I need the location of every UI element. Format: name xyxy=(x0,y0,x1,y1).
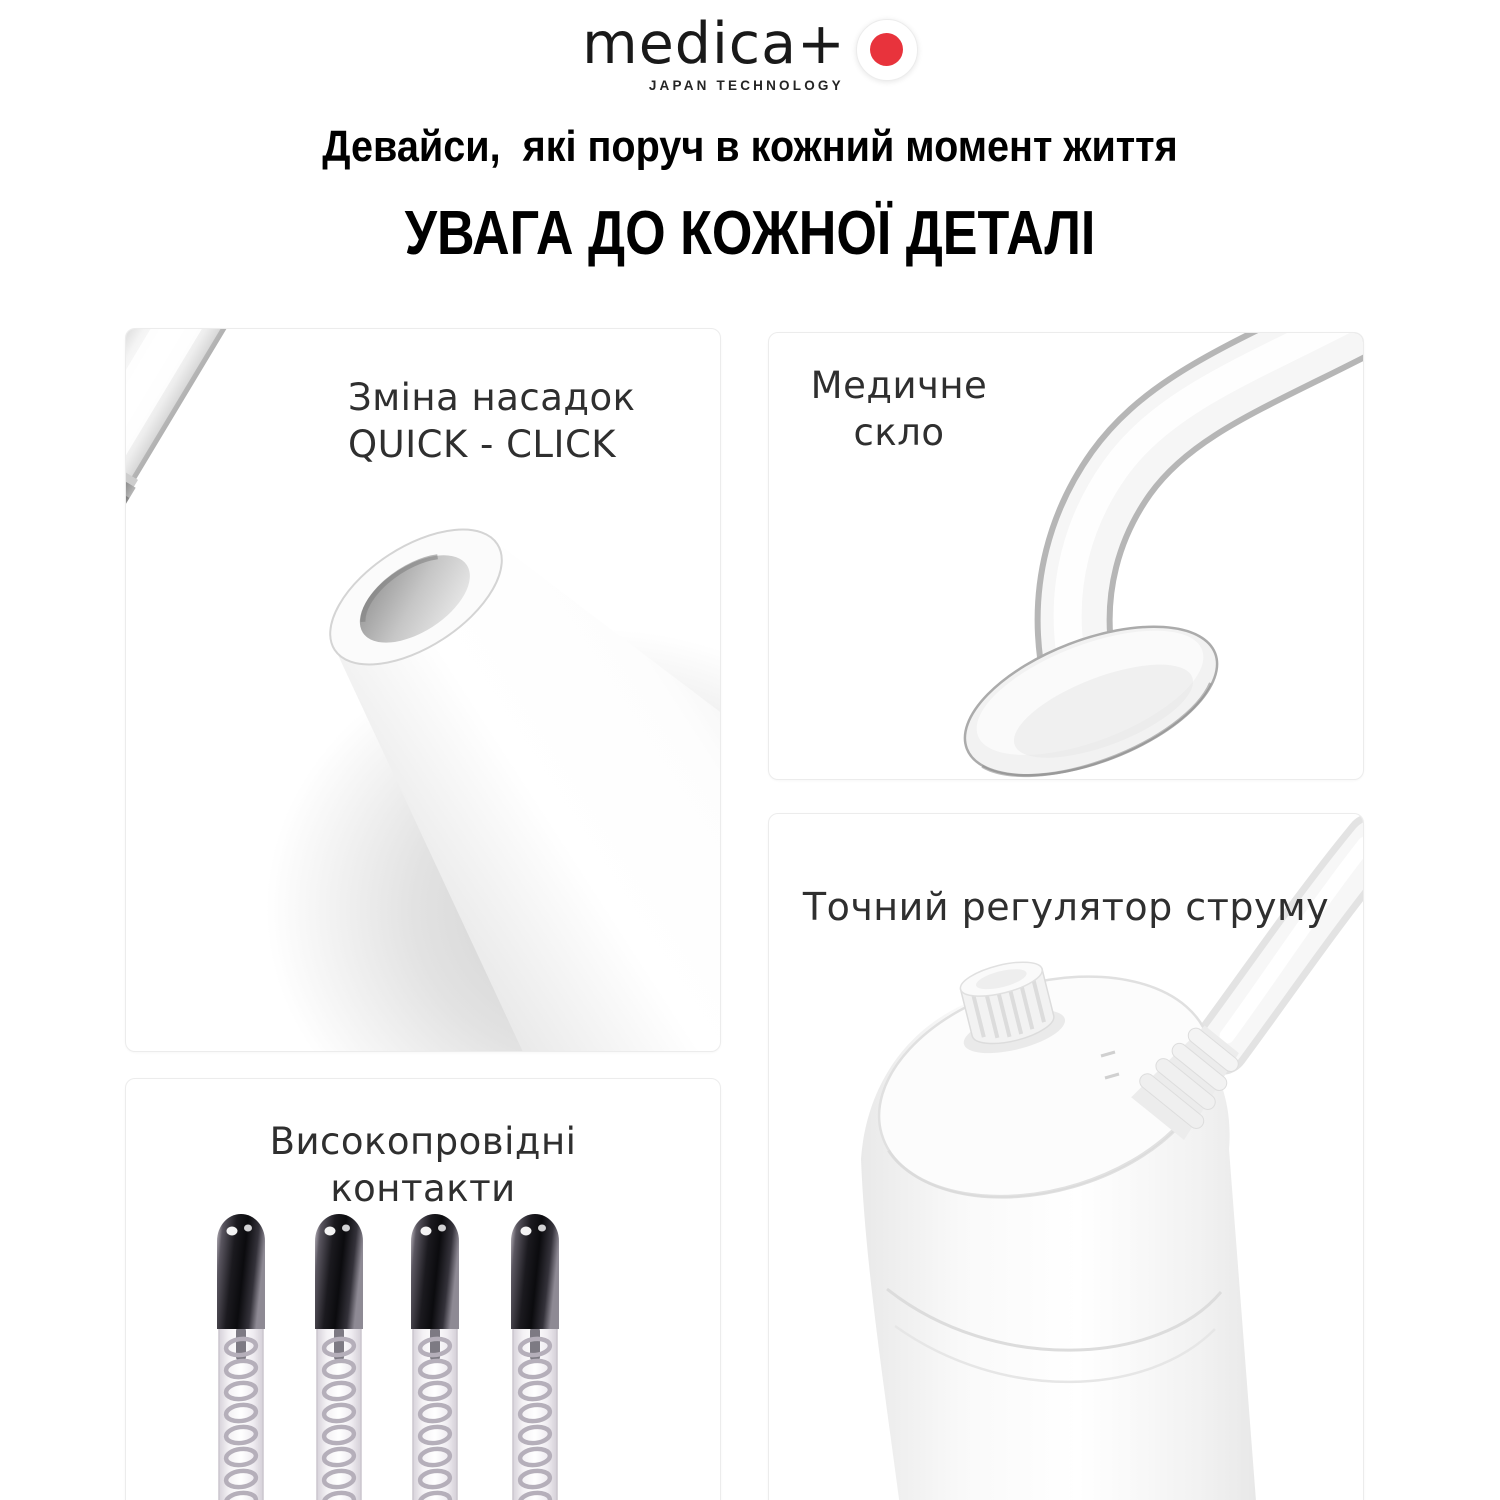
brand-tagline: JAPAN TECHNOLOGY xyxy=(648,78,844,93)
card-label-line: Медичне xyxy=(810,364,988,407)
feature-card-conductive-contacts xyxy=(125,1078,721,1500)
card-label xyxy=(769,363,1029,456)
glass-rod-with-chrome-tip xyxy=(126,329,248,592)
feature-card-quick-click xyxy=(125,328,721,1052)
glass-electrode xyxy=(315,1214,363,1500)
glass-electrode xyxy=(217,1214,265,1500)
brand-wordmark-wrap xyxy=(582,11,846,97)
card-label-line: QUICK - CLICK xyxy=(348,422,617,466)
brand-logo xyxy=(0,11,1500,97)
feature-card-medical-glass xyxy=(768,332,1364,780)
card-label-line: скло xyxy=(853,410,945,454)
card-label xyxy=(348,375,636,468)
brand-wordmark: medica+ xyxy=(582,11,846,77)
glass-electrode xyxy=(511,1214,559,1500)
card-label-line: контакти xyxy=(330,1166,516,1210)
card-label-line: Високопровідні xyxy=(269,1120,577,1163)
card-label xyxy=(769,884,1363,932)
japan-flag-icon xyxy=(856,19,918,81)
feature-card-current-regulator xyxy=(768,813,1364,1500)
card-label-line: Точний регулятор струму xyxy=(802,885,1330,929)
glass-electrode xyxy=(411,1214,459,1500)
card-label xyxy=(126,1119,720,1212)
card-label-line: Зміна насадок xyxy=(348,376,636,419)
page-title: УВАГА ДО КОЖНОЇ ДЕТАЛІ xyxy=(404,199,1096,268)
page-subtitle: Девайси, які поруч в кожний момент життя xyxy=(322,122,1178,171)
